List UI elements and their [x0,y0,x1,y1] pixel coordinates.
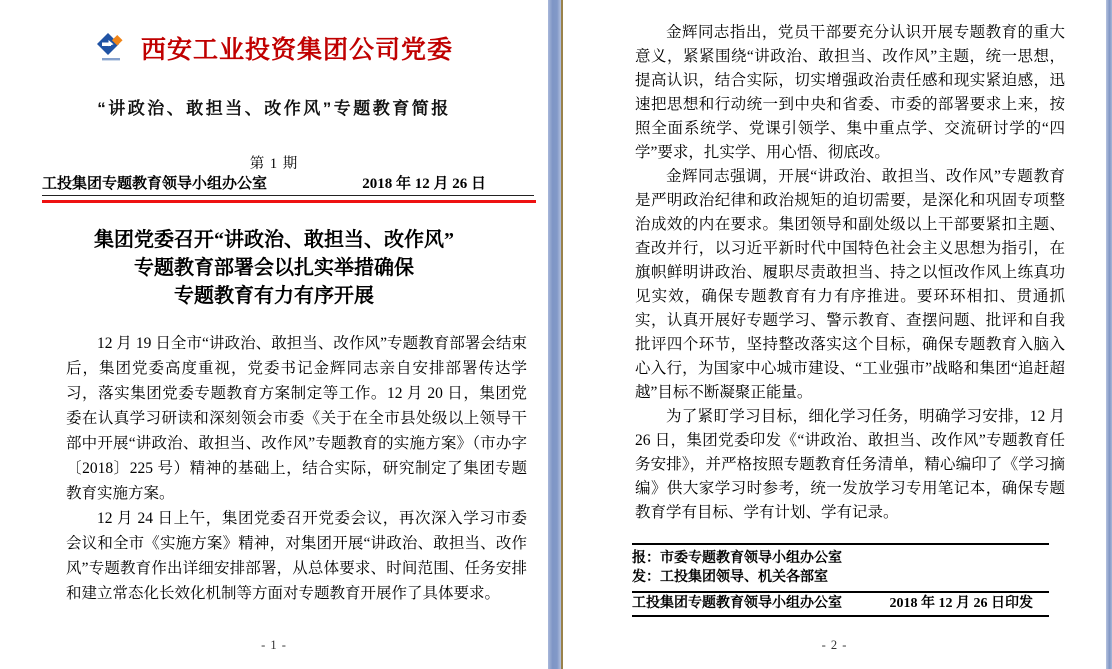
masthead [0,30,548,66]
page-1[interactable] [0,0,548,669]
imprint-office: 工投集团专题教育领导小组办公室 [632,596,842,611]
issuer-office: 工投集团专题教育领导小组办公室 [42,176,268,192]
page-1-body [66,331,527,606]
briefing-subtitle: “讲政治、敢担当、改作风”专题教育简报 [97,99,451,118]
right-edge-shadow [1106,0,1112,669]
issue-date: 2018 年 12 月 26 日 [362,176,486,192]
paragraph: 12 月 24 日上午，集团党委召开党委会议，再次深入学习市委会议和全市《实施方案》精神，对集团开展“讲政治、敢担当、改作风”专题教育作出详细安排部署，从总体要求、时间范围、任务安排和建立常态化长效化机制等方面对专题教育开展作了具体要求。 [66,510,527,602]
headline-line-3: 专题教育有力有序开展 [174,285,374,307]
imprint-date: 2018 年 12 月 26 日印发 [889,596,1033,611]
issuer-row [42,174,534,196]
distribution-footer [632,543,1049,617]
page-number-1: - 1 - [261,638,287,652]
page-gap-divider [548,0,563,669]
paragraph: 12 月 19 日全市“讲政治、敢担当、改作风”专题教育部署会结束后，集团党委高度重视，党委书记金辉同志亲自安排部署传达学习，落实集团党委专题教育方案制定等工作。12 月 20 日，集团党委在认真学习研读和深刻领会市委《关于在全市县处级以上领导干部中开展“讲政治、敢担当、改作风”专题教育的实施方案》（市办字〔2018〕225 号）精神的基础上，结合实际，研究制定了集团专题教育实施方案。 [66,335,527,502]
org-title: 西安工业投资集团公司党委 [140,36,453,64]
paragraph: 金辉同志强调，开展“讲政治、敢担当、改作风”专题教育是严明政治纪律和政治规矩的迫切需要，是深化和巩固专项整治成效的内在要求。集团领导和副处级以上干部要紧扣主题、查改并行，以习近平新时代中国特色社会主义思想为指引，在旗帜鲜明讲政治、履职尽责敢担当、持之以恒改作风上练真功见实效，确保专题教育有力有序推进。要环环相扣、贯通抓实，认真开展好专题学习、警示教育、查摆问题、批评和自我批评四个环节，坚持整改落实这个目标，确保专题教育入脑入心入行，为国家中心城市建设、“工业强市”战略和集团“追赶超越”目标不断凝聚正能量。 [635,168,1065,401]
imprint-row [632,591,1049,617]
issue-number: 第 1 期 [249,156,299,172]
headline-line-1: 集团党委召开“讲政治、敢担当、改作风” [94,229,454,251]
page-number-2: - 2 - [821,638,848,652]
article-headline [0,226,548,310]
paragraph: 为了紧盯学习目标，细化学习任务，明确学习安排，12 月 26 日，集团党委印发《“讲政治、敢担当、改作风”专题教育任务安排》，并严格按照专题教育任务清单，精心编印了《学习摘编》供大家学习时参考，统一发放学习专用笔记本，确保专题教育学有目标、学有计划、学有记录。 [635,408,1065,521]
page-2-body [635,21,1065,525]
headline-line-2: 专题教育部署会以扎实举措确保 [134,257,414,279]
red-divider-line [42,200,536,203]
company-logo-icon [95,31,127,65]
paragraph: 金辉同志指出，党员干部要充分认识开展专题教育的重大意义，紧紧围绕“讲政治、敢担当、改作风”主题，统一思想，提高认识，结合实际，切实增强政治责任感和现实紧迫感，迅速把思想和行动统一到中央和省委、市委的部署要求上来，按照全面系统学、党课引领学、集中重点学、交流研讨学的“四学”要求，扎实学、用心悟、彻底改。 [635,24,1065,161]
issued-to-line: 发：工投集团领导、机关各部室 [632,570,828,585]
page-2[interactable] [563,0,1106,669]
report-to-line: 报：市委专题教育领导小组办公室 [632,551,842,566]
